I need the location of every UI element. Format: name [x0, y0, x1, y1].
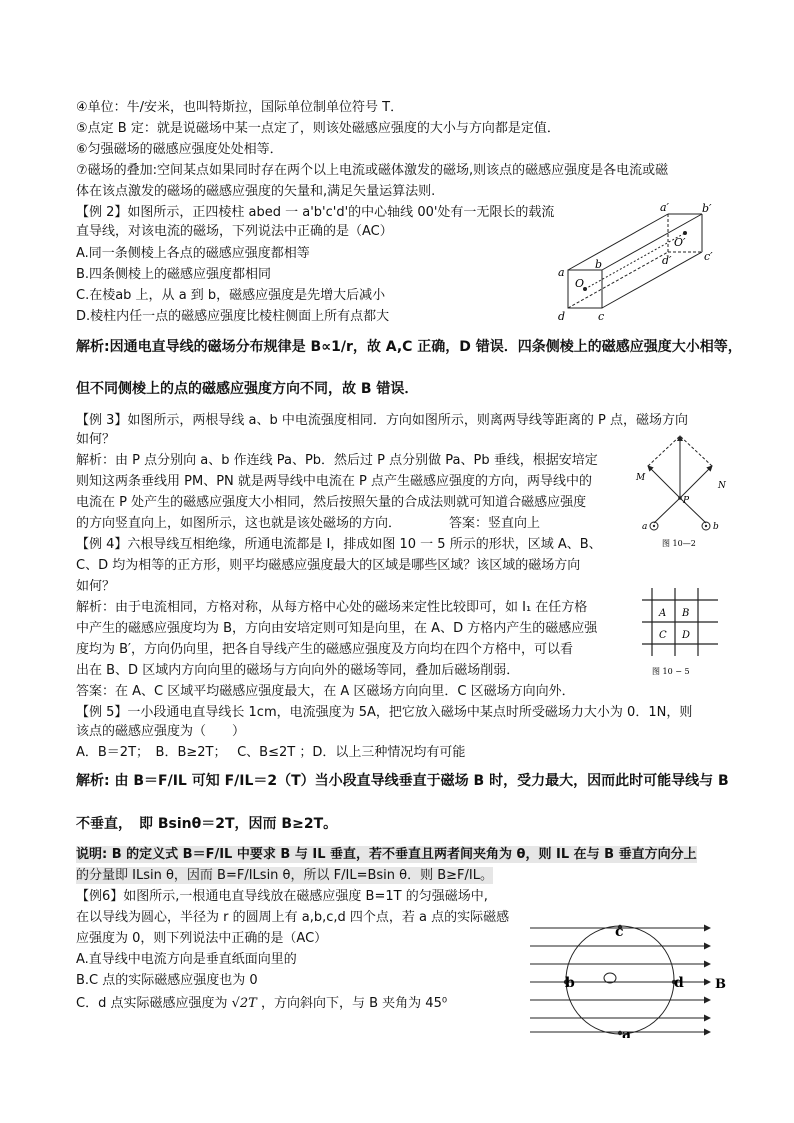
example6-option-a: A.直导线中电流方向是垂直纸面向里的 [76, 952, 297, 967]
example4-title: 【例 4】六根导线互相绝缘，所通电流都是 I，排成如图 10 一 5 所示的形状，区域 A、B、 [76, 537, 602, 552]
prism-label-b1: b′ [702, 202, 712, 215]
prism-label-d: d [558, 310, 566, 323]
example4-analysis: 解析：由于电流相同，方格对称，从每方格中心处的磁场来定性比较即可，如 I₁ 在任方格 [76, 600, 588, 615]
grid-caption: 图 10 − 5 [652, 667, 690, 676]
example3-answer: 答案：竖直向上 [449, 516, 541, 531]
circle-label-field-b: B [715, 977, 726, 992]
example2-title: 【例 2】如图所示，正四棱柱 abed 一 a'b'c'd'的中心轴线 00'处有一无限长的载流 [76, 205, 555, 220]
example5-note [76, 846, 697, 863]
grid-label-b: B [682, 608, 690, 619]
example4-answer: 答案：在 A、C 区域平均磁感应强度最大，在 A 区磁场方向向里．C 区磁场方向向外． [76, 684, 575, 699]
example6-question: 在以导线为圆心，半径为 r 的圆周上有 a,b,c,d 四个点，若 a 点的实际磁感 [76, 910, 510, 925]
text-point: ⑤点定 B 定：就是说磁场中某一点定了，则该处磁感应强度的大小与方向都是定值． [76, 121, 560, 136]
text-superposition: ⑦磁场的叠加:空间某点如果同时存在两个以上电流或磁体激发的磁场,则该点的磁感应强度是各电流或磁 [76, 163, 669, 178]
example2-option-c: C.在棱ab 上，从 a 到 b，磁感应强度是先增大后减小 [76, 288, 386, 303]
example6-option-b: B.C 点的实际磁感应强度也为 0 [76, 973, 258, 988]
circle-label-a: a [622, 1027, 632, 1038]
example2-question: 直导线，对该电流的磁场，下列说法中正确的是（AC） [76, 224, 393, 239]
uniform-field-figure [528, 918, 728, 1038]
prism-label-b: b [595, 258, 603, 271]
grid-label-d: D [682, 630, 691, 641]
example5-title: 【例 5】一小段通电直导线长 1cm，电流强度为 5A，把它放入磁场中某点时所受磁场力大小为 0．1N，则 [76, 705, 693, 720]
prism-label-o: O [575, 277, 585, 290]
fig-pm-label-b: b [713, 522, 719, 532]
prism-figure [550, 202, 726, 324]
example5-analysis-2: 不垂直， 即 Bsinθ＝2T，因而 B≥2T。 [76, 816, 338, 832]
example3-question-end: 如何？ [76, 432, 116, 447]
example5-question: 该点的磁感应强度为（ ） [76, 724, 246, 739]
example4-question: C、D 均为相等的正方形，则平均磁感应强度最大的区域是哪些区域？该区域的磁场方向 [76, 558, 581, 573]
example2-option-b: B.四条侧棱上的磁感应强度都相同 [76, 267, 272, 282]
grid-figure [640, 584, 720, 680]
example6-title: 【例6】如图所示,一根通电直导线放在磁感应强度 B=1T 的匀强磁场中, [76, 889, 488, 904]
fig-pm-caption: 图 10—2 [662, 539, 696, 548]
prism-label-a: a [558, 266, 565, 279]
fig-pm-label-m: M [636, 473, 646, 483]
option-c-text-2: ，方向斜向下，与 B 夹角为 45⁰ [260, 996, 448, 1011]
example5-note-2: 的分量即 ILsin θ，因而 B=F/ILsin θ，所以 F/IL=Bsin θ．则 B≥F/IL。 [76, 868, 493, 883]
prism-label-c: c [598, 310, 605, 323]
circle-label-d: d [674, 975, 684, 991]
text-uniform: ⑥匀强磁场的磁感应强度处处相等． [76, 142, 283, 157]
example2-analysis: 解析:因通电直导线的磁场分布规律是 B∝1/r，故 A,C 正确，D 错误．四条侧棱上的磁感应强度大小相等， [76, 339, 742, 355]
option-c-text: C．d 点实际磁感应强度为 [76, 996, 228, 1011]
example2-option-a: A.同一条侧棱上各点的磁感应强度都相等 [76, 246, 310, 261]
example3-analysis-4: 的方向竖直向上，如图所示，这也就是该处磁场的方向． [76, 516, 402, 531]
example6-question-2: 应强度为 0，则下列说法中正确的是（AC） [76, 931, 328, 946]
option-c-value: √2T [231, 996, 257, 1011]
circle-label-c: c [615, 924, 624, 940]
text-unit: ④单位：牛/安米，也叫特斯拉，国际单位制单位符号 T． [76, 100, 404, 115]
example2-analysis-2: 但不同侧棱上的点的磁感应强度方向不同，故 B 错误． [76, 381, 419, 397]
prism-label-d1: d′ [662, 254, 672, 267]
wire-pair-figure [632, 430, 732, 550]
example3-analysis-3: 电流在 P 处产生的磁感应强度大小相同，然后按照矢量的合成法则就可知道合磁感应强度 [76, 495, 587, 510]
prism-label-o1: O′ [674, 236, 686, 249]
fig-pm-label-n: N [718, 481, 726, 491]
text-superposition-2: 体在该点激发的磁场的磁感应强度的矢量和,满足矢量运算法则. [76, 184, 436, 199]
example4-analysis-4: 出在 B、D 区域内方向向里的磁场与方向向外的磁场等同，叠加后磁场削弱． [76, 663, 520, 678]
example4-analysis-3: 度均为 B′，方向仍向里，把各自导线产生的磁感应强度及方向均在四个方格中，可以看 [76, 642, 574, 657]
example4-question-end: 如何？ [76, 579, 116, 594]
prism-label-c1: c′ [704, 250, 713, 263]
grid-label-a: A [659, 608, 667, 619]
circle-label-b: b [565, 975, 575, 991]
fig-pm-label-p: P [683, 496, 690, 506]
example6-option-c [76, 995, 447, 1012]
example5-analysis: 解析: 由 B＝F/IL 可知 F/IL＝2（T）当小段直导线垂直于磁场 B 时，受力最大，因而此时可能导线与 B [76, 773, 729, 789]
note-text: 说明: B 的定义式 B＝F/IL 中要求 B 与 IL 垂直，若不垂直且两者间夹角为 θ，则 IL 在与 B 垂直方向分上 [76, 847, 697, 862]
example3-analysis-2: 则知这两条垂线用 PM、PN 就是两导线中电流在 P 点产生磁感应强度的方向，两导线中的 [76, 474, 592, 489]
example3-title: 【例 3】如图所示，两根导线 a、b 中电流强度相同．方向如图所示，则离两导线等距离的 P 点，磁场方向 [76, 413, 688, 428]
example4-analysis-2: 中产生的磁感应强度均为 B，方向由安培定则可知是向里，在 A、D 方格内产生的磁感应强 [76, 621, 598, 636]
grid-label-c: C [659, 630, 667, 641]
example5-options: A．B＝2T； B．B≥2T； C、B≤2T ；D．以上三种情况均有可能 [76, 745, 466, 760]
example3-analysis: 解析：由 P 点分别向 a、b 作连线 Pa、Pb．然后过 P 点分别做 Pa、Pb 垂线，根据安培定 [76, 453, 598, 468]
fig-pm-label-a: a [642, 522, 648, 532]
prism-label-a1: a′ [660, 202, 670, 214]
example2-option-d: D.棱柱内任一点的磁感应强度比棱柱侧面上所有点都大 [76, 309, 390, 324]
